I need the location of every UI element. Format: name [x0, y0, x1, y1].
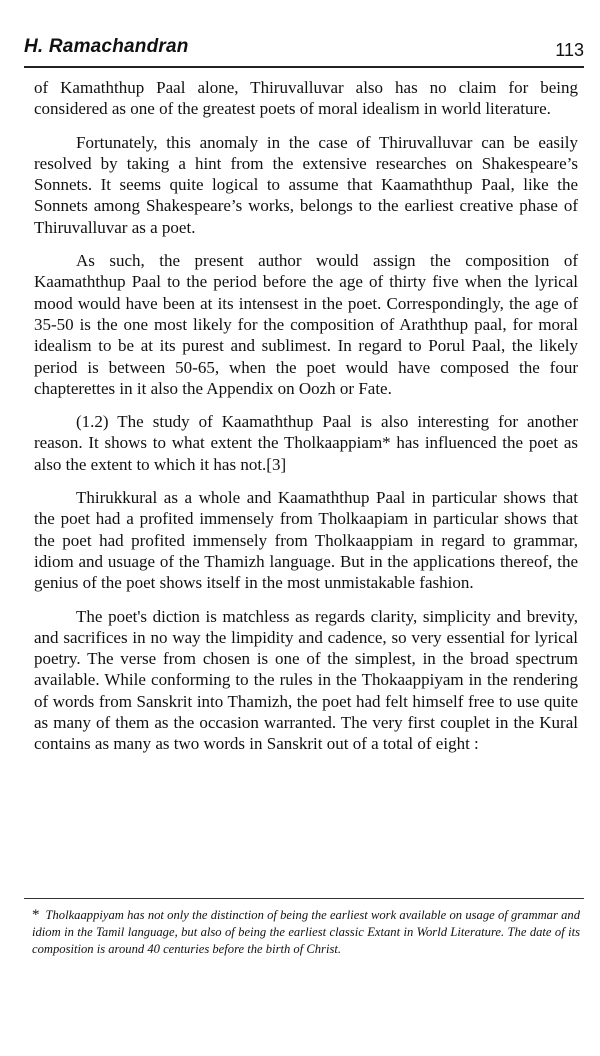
paragraph-diction: The poet's diction is matchless as regards clarity, simplicity and brevity, and sacrifices in no way the limpidity and cadence, so very essential for lyrical poetry. The verse from chosen is one of the simplest, in the broad spectrum available. While conforming to the rules in the Thokaappiyam in the rendering of words from Sanskrit into Thamizh, the poet had felt himself free to use quite as many of them as the occasion warranted. The very first couplet in the Kural contains as many as two words in Sanskrit out of a total of eight :: [34, 606, 578, 754]
header-rule: [24, 66, 584, 68]
running-head-author: H. Ramachandran: [24, 36, 189, 57]
paragraph-sonnets-hint: Fortunately, this anomaly in the case of Thiruvalluvar can be easily resolved by taking a hint from the extensive researches on Shakespeare’s Sonnets. It seems quite logical to assume that Kaamaththup Paal, like the Sonnets among Shakespeare’s works, belongs to the earliest creative phase of Thiruvalluvar as a poet.: [34, 132, 578, 237]
body-text: [34, 77, 578, 767]
paragraph-composition-periods: As such, the present author would assign the composition of Kaamaththup Paal to the period before the age of thirty five when the lyrical mood would have been at its intensest in the poet. Correspondingly, the age of 35-50 is the one most likely for the composition of Araththup paal, for moral idealism to be at its purest and sublimest. In regard to Porul Paal, the likely period is between 50-65, when the poet would have composed the four chapterettes in it also the Appendix on Oozh or Fate.: [34, 251, 578, 398]
footnote-marker: *: [32, 907, 40, 923]
paragraph-grammar-idiom: Thirukkural as a whole and Kaamaththup Paal in particular shows that the poet had a profited immensely from Tholkaapiam in particular shows that the poet had profited immensely from Tholkaappiam in regard to grammar, idiom and usuage of the Thamizh language. But in the applications thereof, the genius of the poet shows itself in the most unmistakable fashion.: [34, 488, 578, 593]
page-number: 113: [555, 40, 584, 60]
paragraph-tholkaappiam-influence: (1.2) The study of Kaamaththup Paal is also interesting for another reason. It shows to what extent the Tholkaappiam* has influenced the poet as also the extent to which it has not.[3]: [34, 412, 578, 474]
running-header: [24, 30, 584, 60]
footnote: [32, 907, 580, 959]
paragraph-continuation: of Kamaththup Paal alone, Thiruvalluvar also has no claim for being considered as one of the greatest poets of moral idealism in world literature.: [34, 78, 578, 119]
footnote-rule: [24, 898, 584, 899]
footnote-text: Tholkaappiyam has not only the distinction of being the earliest work available on usage of grammar and idiom in the Tamil language, but also of being the earliest classic Extant in World Literature. The date of its composition is around 40 centuries before the birth of Christ.: [32, 908, 580, 957]
